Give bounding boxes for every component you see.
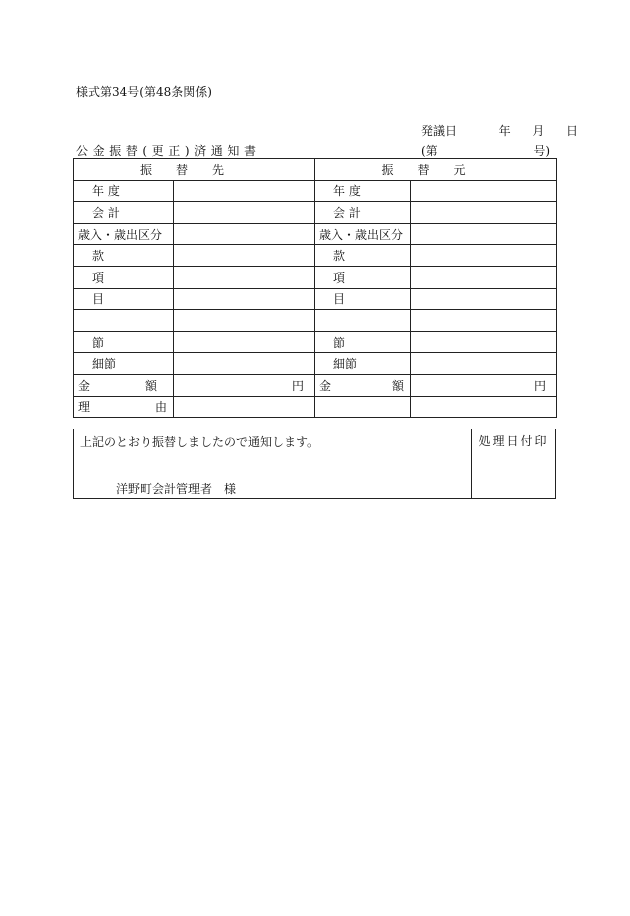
reason-label-a: 理 — [78, 400, 91, 415]
amount-label-a: 金 — [78, 378, 91, 393]
table-header-row — [74, 159, 557, 181]
moku-destination-cell[interactable] — [174, 288, 315, 310]
notice-text: 上記のとおり振替しましたので通知します。 — [80, 435, 320, 449]
month-label: 月 — [532, 124, 545, 138]
setsu-label: 節 — [315, 331, 411, 353]
reason-label-b: 由 — [154, 400, 167, 415]
kan-destination-cell[interactable] — [174, 245, 315, 267]
saisetsu-label: 細節 — [315, 353, 411, 375]
kou-label: 項 — [315, 266, 411, 288]
fiscal-year-label: 年 度 — [74, 180, 174, 202]
amount-label-b: 額 — [392, 378, 405, 393]
issue-date-label: 発議日 — [421, 124, 458, 138]
table-row — [74, 180, 557, 202]
destination-header: 振替先 — [74, 159, 315, 181]
blank-label — [315, 310, 411, 332]
blank-destination-cell[interactable] — [174, 310, 315, 332]
table-row — [74, 223, 557, 245]
kan-label: 款 — [315, 245, 411, 267]
fiscal-year-source-cell[interactable] — [411, 180, 557, 202]
amount-label-b: 額 — [144, 378, 157, 393]
stamp-box[interactable] — [471, 429, 555, 498]
table-row — [74, 353, 557, 375]
reason-source-cell-b[interactable] — [411, 396, 557, 418]
number-close: 号) — [533, 144, 551, 158]
moku-label: 目 — [74, 288, 174, 310]
setsu-source-cell[interactable] — [411, 331, 557, 353]
reason-label — [74, 396, 174, 418]
table-row — [74, 288, 557, 310]
amount-destination-cell[interactable]: 円 — [174, 374, 315, 396]
setsu-label: 節 — [74, 331, 174, 353]
blank-label — [74, 310, 174, 332]
document-title: 公金振替(更正)済通知書 — [76, 144, 261, 158]
blank-source-cell[interactable] — [411, 310, 557, 332]
account-label: 会 計 — [74, 202, 174, 224]
amount-source-cell[interactable]: 円 — [411, 374, 557, 396]
table-row — [74, 374, 557, 396]
kan-label: 款 — [74, 245, 174, 267]
amount-label — [74, 374, 174, 396]
saisetsu-source-cell[interactable] — [411, 353, 557, 375]
kou-label: 項 — [74, 266, 174, 288]
account-destination-cell[interactable] — [174, 202, 315, 224]
kan-source-cell[interactable] — [411, 245, 557, 267]
kou-source-cell[interactable] — [411, 266, 557, 288]
revenue-division-destination-cell[interactable] — [174, 223, 315, 245]
saisetsu-destination-cell[interactable] — [174, 353, 315, 375]
saisetsu-label: 細節 — [74, 353, 174, 375]
moku-source-cell[interactable] — [411, 288, 557, 310]
amount-label-a: 金 — [319, 378, 332, 393]
table-row — [74, 331, 557, 353]
account-source-cell[interactable] — [411, 202, 557, 224]
signer-line: 洋野町会計管理者 様 — [116, 482, 237, 496]
form-number: 様式第34号(第48条関係) — [76, 85, 212, 99]
stamp-label: 処理日付印 — [478, 434, 549, 448]
amount-label — [315, 374, 411, 396]
issue-date-line — [421, 122, 578, 139]
transfer-table — [73, 158, 557, 418]
notice-box — [73, 429, 556, 499]
reason-source-cell-a[interactable] — [315, 396, 411, 418]
setsu-destination-cell[interactable] — [174, 331, 315, 353]
number-open: (第 — [421, 144, 438, 158]
document-number — [421, 142, 550, 159]
fiscal-year-label: 年 度 — [315, 180, 411, 202]
table-row — [74, 266, 557, 288]
revenue-division-label: 歳入・歳出区分 — [74, 223, 174, 245]
source-header: 振替元 — [315, 159, 557, 181]
kou-destination-cell[interactable] — [174, 266, 315, 288]
revenue-division-label: 歳入・歳出区分 — [315, 223, 411, 245]
revenue-division-source-cell[interactable] — [411, 223, 557, 245]
table-row — [74, 396, 557, 418]
moku-label: 目 — [315, 288, 411, 310]
reason-destination-cell[interactable] — [174, 396, 315, 418]
table-row — [74, 202, 557, 224]
year-label: 年 — [498, 124, 511, 138]
table-row — [74, 245, 557, 267]
fiscal-year-destination-cell[interactable] — [174, 180, 315, 202]
table-row — [74, 310, 557, 332]
account-label: 会 計 — [315, 202, 411, 224]
day-label: 日 — [566, 124, 579, 138]
